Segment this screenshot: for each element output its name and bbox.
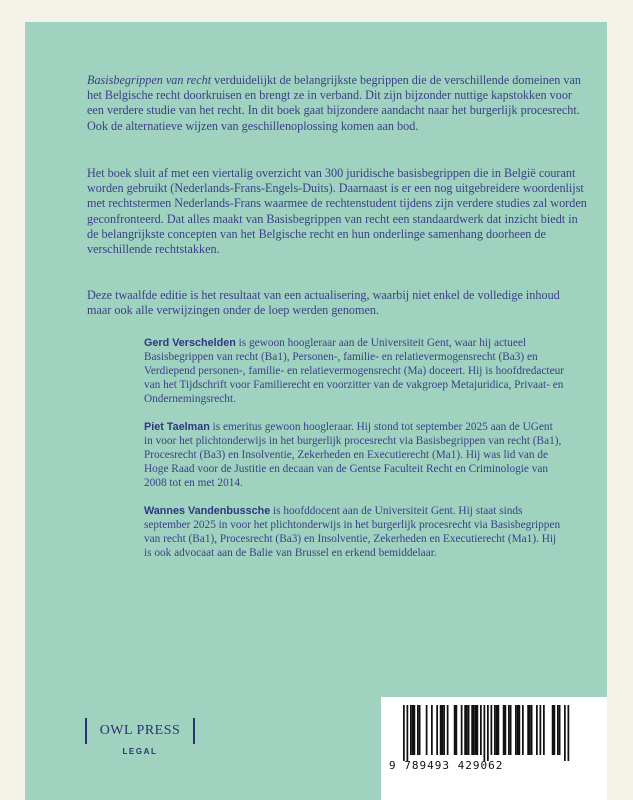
barcode-bar xyxy=(498,705,500,755)
publisher-logo xyxy=(85,718,203,762)
barcode-bar xyxy=(407,705,409,761)
barcode-bar xyxy=(466,705,468,755)
barcode-bar xyxy=(491,705,493,755)
author-bio-1 xyxy=(144,336,564,406)
intro-paragraph-1 xyxy=(87,73,587,134)
barcode-bar xyxy=(464,705,466,755)
intro-paragraph-3: Deze twaalfde editie is het resultaat van een actualisering, waarbij niet enkel de volledige inhoud maar ook alle verwijzingen onder de loep werden genomen. xyxy=(87,288,560,318)
barcode-bar xyxy=(510,705,512,755)
intro-paragraph-1-text: verduidelijkt de belangrijkste begrippen die de verschillende domeinen van het Belgische recht doorkruisen en brengt ze in verband. Dit zijn bijzonder nuttige kapstokken voor een verdere studie van het recht. In dit boek gaat bijzondere aandacht naar het burgerlijk procesrecht. Ook de alternatieve wijzen van geschillenoplossing komen aan bod. xyxy=(87,73,582,133)
barcode-bar xyxy=(443,705,445,755)
barcode-bar xyxy=(471,705,473,755)
barcode-bar xyxy=(496,705,498,755)
barcode-bar xyxy=(503,705,505,755)
barcode-bar xyxy=(410,705,412,755)
barcode-panel xyxy=(381,697,607,800)
barcode-bar xyxy=(447,705,449,755)
barcode-bar xyxy=(494,705,496,755)
barcode-bar xyxy=(468,705,470,755)
author-bio-3 xyxy=(144,504,564,560)
barcode-bar xyxy=(568,705,570,761)
intro-paragraph-2: Het boek sluit af met een viertalig overzicht van 300 juridische basisbegrippen die in België courant worden gebruikt (Nederlands-Frans-Engels-Duits). Daarnaast is er een nog uitgebreidere woordenlijst met rechtstermen Nederlands-Frans waarmee de rechtenstudent tijdens zijn verdere studies zal worden geconfronteerd. Dat alles maakt van Basisbegrippen van recht een standaardwerk dat inzicht biedt in de belangrijkste concepten van het Belgische recht en hun onderlinge samenhang doorheen de verschillende rechtstakken. xyxy=(87,166,587,257)
barcode-bar xyxy=(564,705,566,761)
barcode-bar xyxy=(417,705,419,755)
barcode-bar xyxy=(436,705,438,755)
barcode-bar xyxy=(419,705,421,755)
barcode-bar xyxy=(557,705,559,755)
barcode-bar xyxy=(527,705,529,755)
author-bio-text: is emeritus gewoon hoogleraar. Hij stond tot september 2025 aan de UGent in voor het plichtonderwijs in het burgerlijk procesrecht via Basisbegrippen van recht (Ba1), Procesrecht (Ba3) en Insolventie, Zekerheden en Executierecht (Ma1). Hij was lid van de Hoge Raad voor de Justitie en decaan van de Gentse Faculteit Recht en Criminologie van 2008 tot en met 2014. xyxy=(144,421,562,490)
barcode-bar xyxy=(412,705,414,755)
isbn-number: 9 789493 429062 xyxy=(389,759,504,772)
barcode-bar xyxy=(487,705,489,761)
barcode-bar xyxy=(431,705,433,755)
barcode-bar xyxy=(508,705,510,755)
barcode-bar xyxy=(559,705,561,755)
barcode-bar xyxy=(540,705,542,755)
barcode-bar xyxy=(531,705,533,755)
author-name: Gerd Verschelden xyxy=(144,337,236,349)
barcode-bar xyxy=(473,705,475,755)
barcode-bar xyxy=(529,705,531,755)
barcode-bar xyxy=(414,705,416,755)
barcode-bar xyxy=(552,705,554,755)
barcode-bar xyxy=(536,705,538,755)
barcode-bar xyxy=(515,705,517,755)
barcode-bar xyxy=(480,705,482,755)
barcode-bar xyxy=(454,705,456,755)
barcode-bar xyxy=(426,705,428,755)
barcode-bar xyxy=(403,705,405,761)
barcode-bar xyxy=(522,705,524,755)
publisher-name: OWL PRESS xyxy=(85,718,195,744)
barcode-bar xyxy=(440,705,442,755)
barcode-bar xyxy=(461,705,463,755)
barcode-bar xyxy=(475,705,477,755)
author-bio-text: is gewoon hoogleraar aan de Universiteit Gent, waar hij actueel Basisbegrippen van recht (Ba1), Personen-, familie- en relatievermogensrecht (Ba3) en Verdiepend personen-, familie- en relatievermogensrecht (Ma) doceert. Hij is hoofdredacteur van het Tijdschrift voor Familierecht en voorzitter van de vakgroep Metajuridica, Privaat- en Ondernemingsrecht. xyxy=(144,337,564,406)
publisher-imprint: LEGAL xyxy=(122,747,158,756)
author-bio-text: is hoofddocent aan de Universiteit Gent. Hij staat sinds september 2025 in voor het plichtonderwijs in het burgerlijk procesrecht via Basisbegrippen van recht (Ba1), Procesrecht (Ba3) en Insolventie, Zekerheden en Executierecht (Ma1). Hij is ook advocaat aan de Balie van Brussel en erkend bemiddelaar. xyxy=(144,505,561,560)
author-bio-2 xyxy=(144,420,564,490)
barcode-bar xyxy=(477,705,479,755)
barcode-bar xyxy=(442,705,444,755)
author-name: Wannes Vandenbussche xyxy=(144,505,271,517)
back-cover xyxy=(25,22,607,800)
barcode-bar xyxy=(543,705,545,755)
barcode-bar xyxy=(484,705,486,761)
book-title-italic: Basisbegrippen van recht xyxy=(87,73,212,87)
author-name: Piet Taelman xyxy=(144,421,210,433)
barcode-bar xyxy=(554,705,556,755)
barcode-bar xyxy=(519,705,521,755)
isbn-barcode xyxy=(403,705,593,765)
barcode-bar xyxy=(456,705,458,755)
barcode-bar xyxy=(517,705,519,755)
barcode-bar xyxy=(505,705,507,755)
